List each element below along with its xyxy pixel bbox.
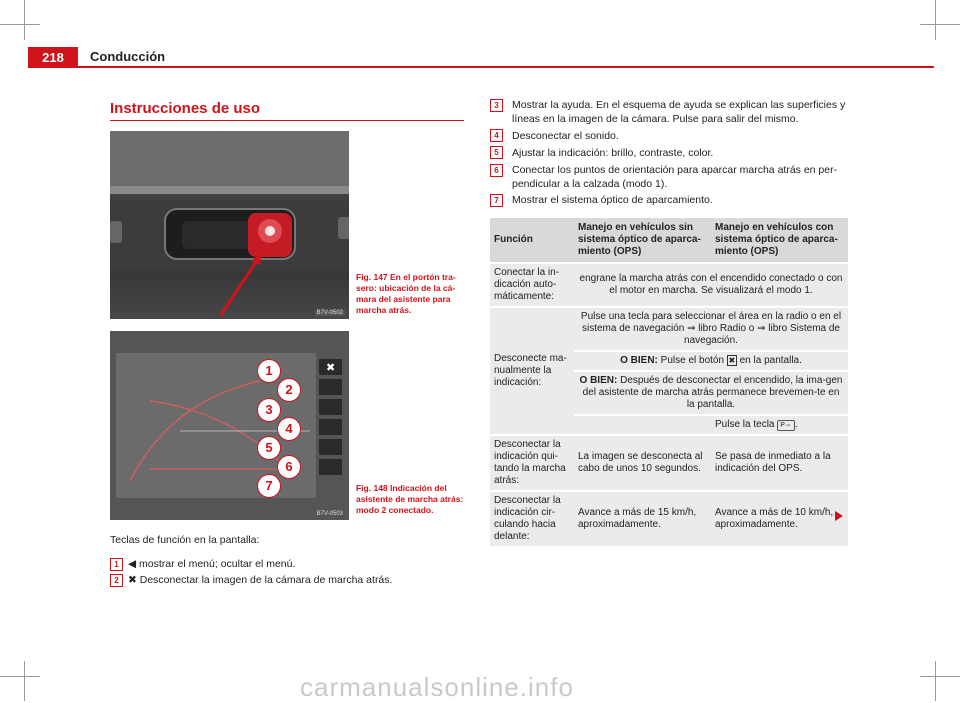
table-header: Manejo en vehículos sin sistema óptico de aparca-miento (OPS) (574, 218, 711, 263)
callout-3: 3 (257, 398, 281, 422)
callout-1: 1 (257, 359, 281, 383)
close-x-icon: ✖ (128, 574, 137, 586)
crop-mark (920, 24, 960, 25)
item-number: 4 (490, 129, 503, 142)
callout-2: 2 (277, 378, 301, 402)
table-header: Función (490, 218, 574, 263)
table-cell: La imagen se desconecta al cabo de unos 10 segundos. (574, 435, 711, 491)
continue-arrow-icon (835, 511, 843, 521)
header-rule (78, 66, 934, 68)
table-cell: Se pasa de inmediato a la indicación del OPS. (711, 435, 848, 491)
page-number: 218 (28, 47, 78, 68)
item-number: 1 (110, 558, 123, 571)
crop-mark (920, 676, 960, 677)
crop-mark (0, 24, 40, 25)
section-rule (110, 120, 464, 121)
table-row (490, 307, 848, 351)
table-cell (574, 371, 848, 415)
list-intro: Teclas de función en la pantalla: (110, 534, 260, 546)
bold-label: O BIEN: (620, 355, 658, 366)
list-item-text: Desconectar el sonido. (512, 130, 619, 142)
table-row (490, 263, 848, 307)
table-cell: Conectar la in-dicación auto-máticamente: (490, 263, 574, 307)
section-title: Instrucciones de uso (110, 100, 261, 117)
cell-text: Pulse el botón (660, 355, 725, 366)
list-item (128, 573, 458, 587)
item-number: 5 (490, 146, 503, 159)
watermark: carmanualsonline.info (300, 672, 574, 702)
table-cell: Desconectar la indicación cir-culando hacia delante: (490, 491, 574, 546)
item-number: 6 (490, 164, 503, 177)
cell-text: Después de desconectar el encendido, la ima-gen del asistente de marcha atrás permanece brevemen-te en la pantalla. (582, 375, 843, 410)
callout-4: 4 (277, 417, 301, 441)
crop-mark (0, 676, 40, 677)
callout-6: 6 (277, 455, 301, 479)
list-item-text: Desconectar la imagen de la cámara de marcha atrás. (139, 574, 393, 586)
list-item-text: mostrar el menú; ocultar el menú. (139, 558, 296, 570)
page-title: Conducción (90, 49, 166, 64)
table-cell: Avance a más de 10 km/h, aproximadamente. (711, 491, 848, 546)
crop-mark (935, 0, 936, 40)
table-cell: Pulse la tecla P⇔ . (711, 415, 848, 435)
cell-text: Pulse la tecla (715, 419, 775, 430)
table-cell: Desconectar la indicación qui-tando la marcha atrás: (490, 435, 574, 491)
table-row (490, 491, 848, 546)
tailgate-illustration (110, 131, 349, 319)
item-number: 3 (490, 99, 503, 112)
list-item-text: Mostrar el sistema óptico de aparcamiento. (512, 194, 713, 206)
table-header-row (490, 218, 848, 263)
list-item-text: Ajustar la indicación: brillo, contraste, color. (512, 147, 714, 159)
callout-5: 5 (257, 436, 281, 460)
callout-7: 7 (257, 474, 281, 498)
figure-code: B7V-0503 (316, 511, 343, 517)
function-table (490, 218, 848, 546)
figure-148-caption: Fig. 148 Indicación del asistente de marcha atrás: modo 2 conectado. (356, 483, 464, 515)
triangle-left-icon: ◀ (128, 558, 137, 570)
item-number: 7 (490, 194, 503, 207)
table-cell: engrane la marcha atrás con el encendido conectado o con el motor en marcha. Se visualizará el modo 1. (574, 263, 848, 307)
parking-key-icon: P⇔ (777, 420, 795, 431)
figure-147-image (110, 131, 349, 319)
camera-display-illustration (110, 331, 349, 520)
crop-mark (24, 661, 25, 701)
table-header: Manejo en vehículos con sistema óptico de aparca-miento (OPS) (711, 218, 848, 263)
crop-mark (24, 0, 25, 40)
list-item-text: Conectar los puntos de orientación para aparcar marcha atrás en per-pendicular a la calzada (modo 1). (512, 164, 838, 190)
list-item-text: Mostrar la ayuda. En el esquema de ayuda se explican las superficies y líneas en la imagen de la cámara. Pulse para salir del mismo. (512, 99, 846, 125)
crop-mark (935, 661, 936, 701)
table-row (490, 435, 848, 491)
close-x-icon: ✖ (728, 356, 736, 365)
table-cell: Desconecte ma-nualmente la indicación: (490, 307, 574, 435)
cell-text: en la pantalla. (739, 355, 802, 366)
svg-text:✖: ✖ (326, 361, 336, 374)
table-cell (574, 415, 711, 435)
table-cell (574, 351, 848, 371)
item-number: 2 (110, 574, 123, 587)
list-item (128, 557, 458, 571)
table-cell: Pulse una tecla para seleccionar el área en la radio o en el sistema de navegación ⇒ libro Radio o ⇒ libro Sistema de navegación. (574, 307, 848, 351)
figure-148-image (110, 331, 349, 520)
figure-147-caption: Fig. 147 En el portón tra-sero: ubicación de la cá-mara del asistente para marcha atrás. (356, 272, 456, 315)
table-cell: Avance a más de 15 km/h, aproximadamente. (574, 491, 711, 546)
bold-label: O BIEN: (579, 375, 618, 386)
figure-code: B7V-0502 (316, 310, 343, 316)
